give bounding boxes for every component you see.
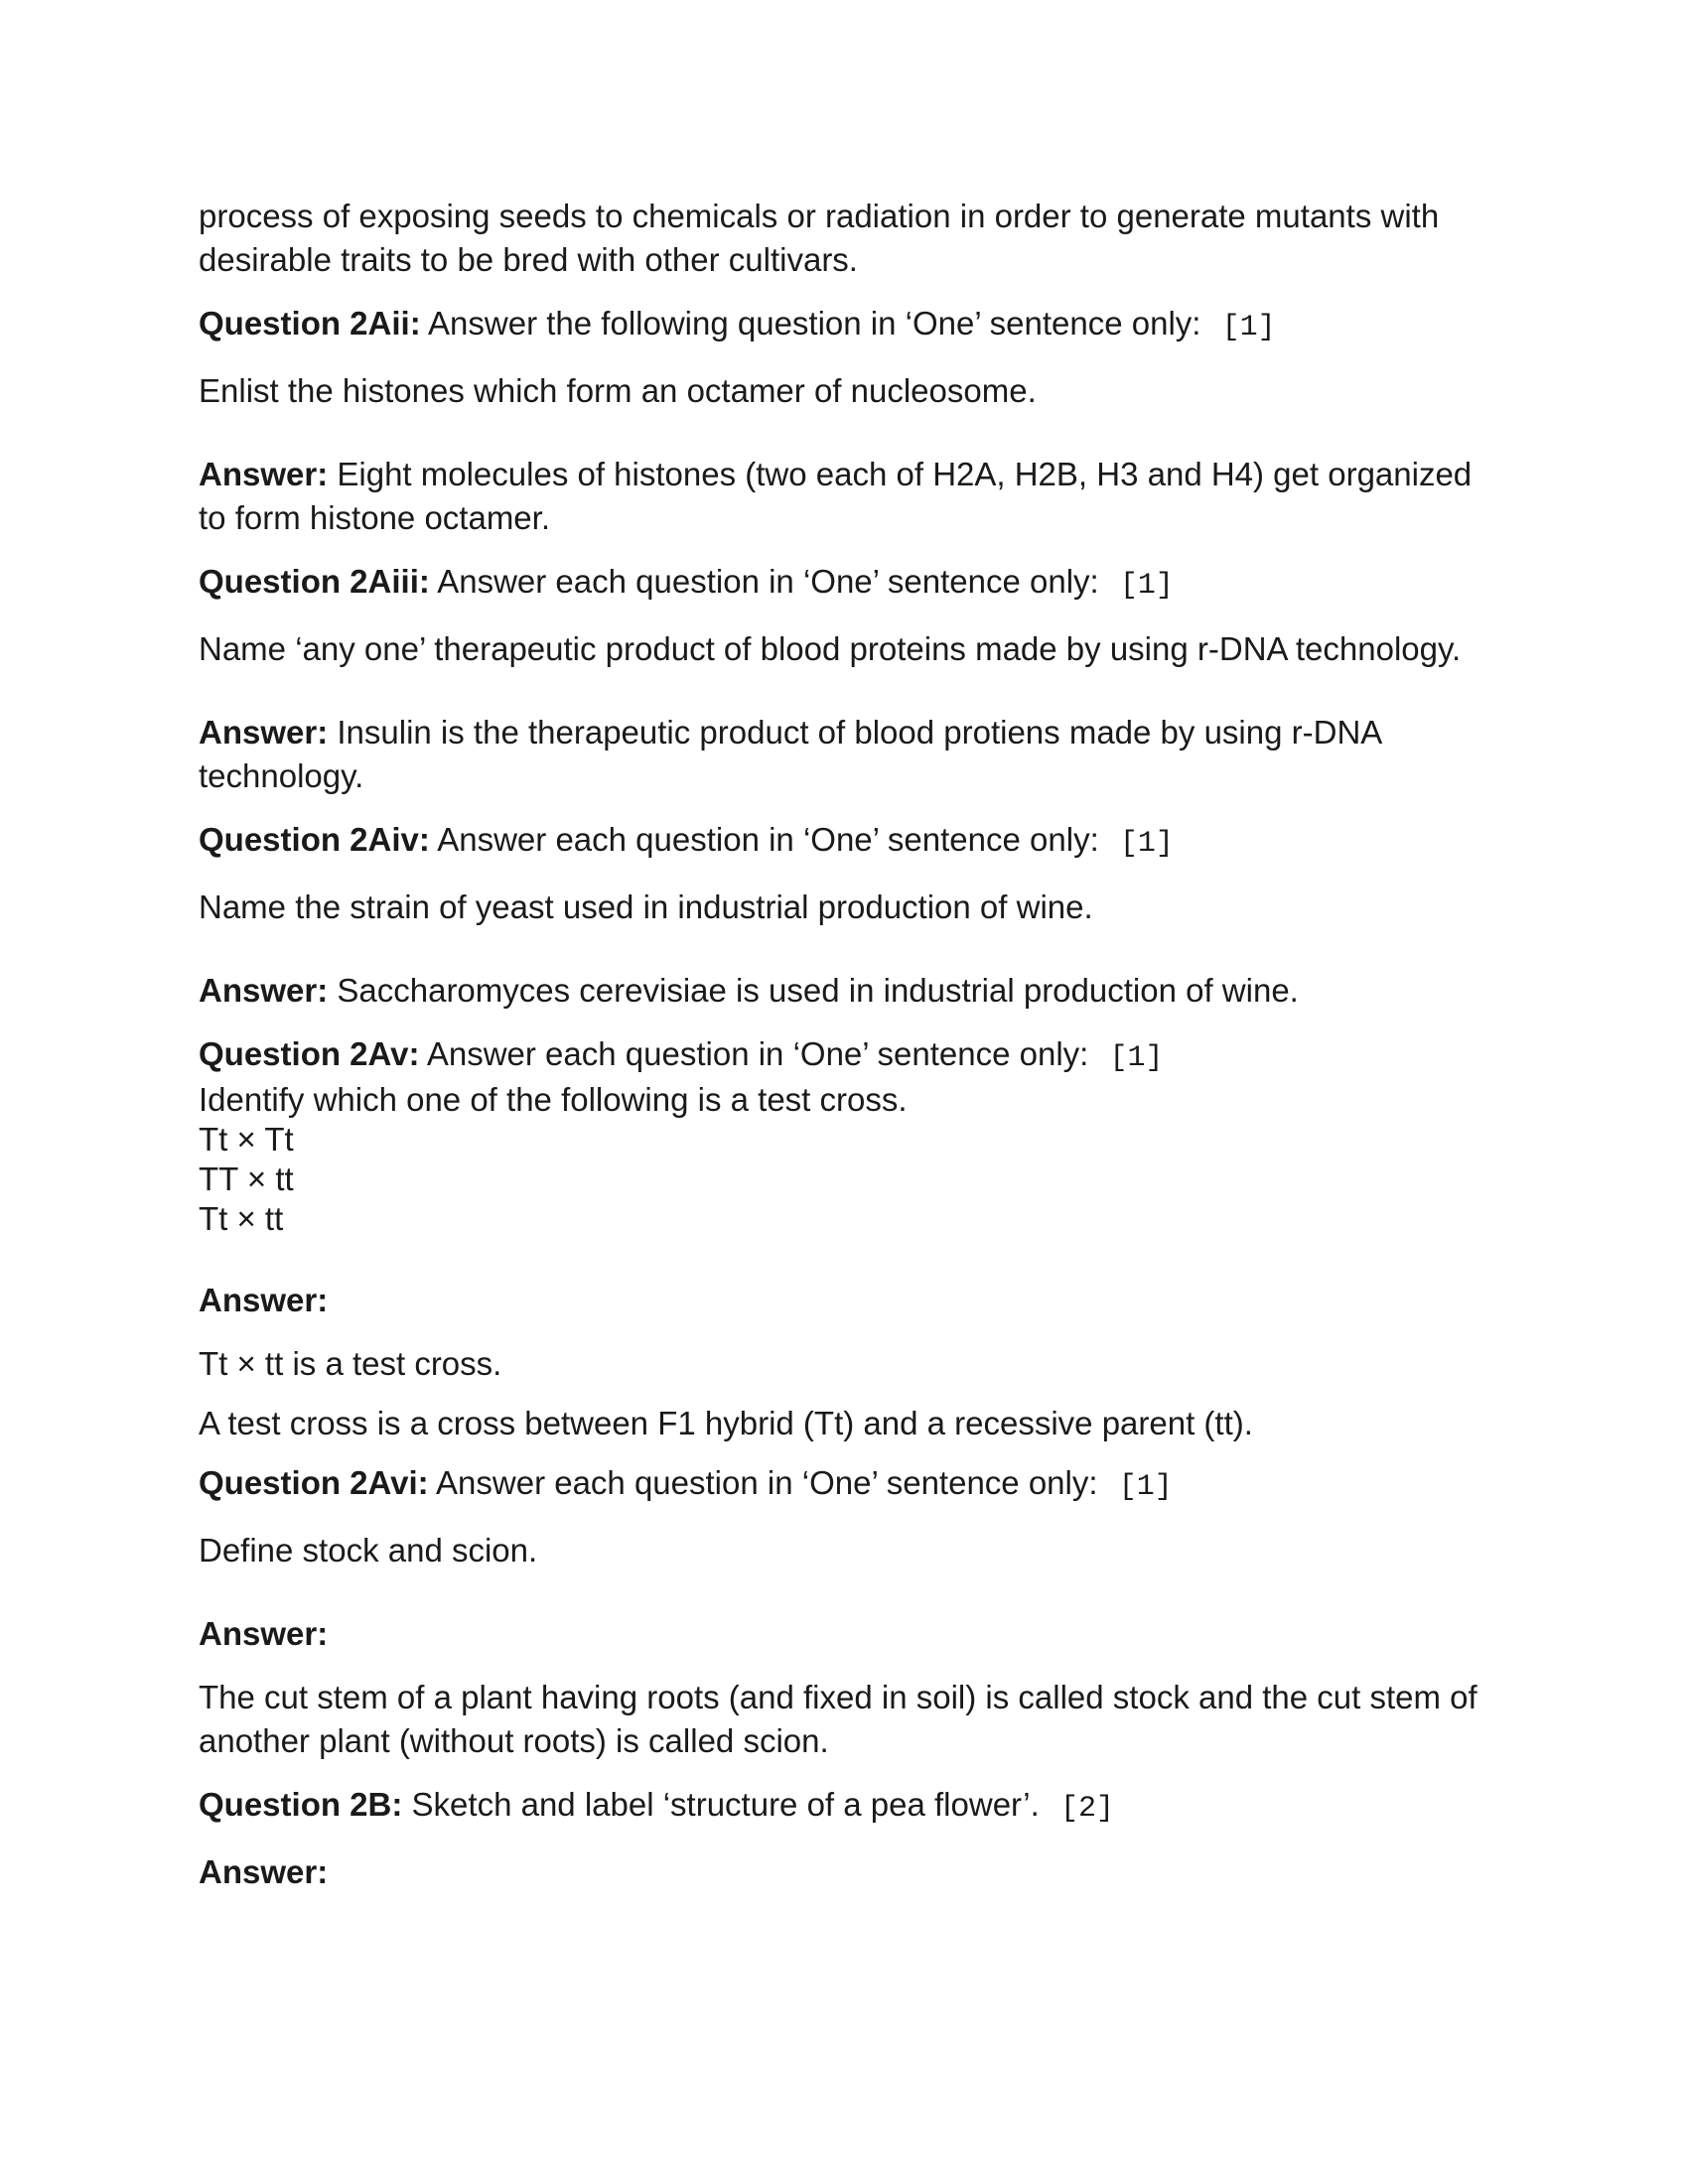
question-2b-heading: [199, 1783, 1489, 1831]
question-2b-label: Question 2B:: [199, 1786, 403, 1823]
question-2aiv-heading: [199, 818, 1489, 866]
question-2aiii-prompt: Answer each question in ‘One’ sentence only:: [437, 563, 1099, 600]
question-2av-prompt: Answer each question in ‘One’ sentence only:: [426, 1035, 1089, 1072]
question-2aiv-text: Name the strain of yeast used in industrial production of wine.: [199, 888, 1093, 925]
question-2aii-prompt: Answer the following question in ‘One’ sentence only:: [428, 305, 1201, 341]
option-1: Tt × Tt: [199, 1121, 294, 1158]
answer-2av-line1: Tt × tt is a test cross.: [199, 1345, 502, 1382]
question-2aiii-text: Name ‘any one’ therapeutic product of blood proteins made by using r-DNA technology.: [199, 630, 1462, 667]
question-2avi-prompt: Answer each question in ‘One’ sentence only:: [436, 1464, 1098, 1501]
question-2avi-text: Define stock and scion.: [199, 1532, 538, 1569]
option-2: TT × tt: [199, 1160, 294, 1197]
answer-label: Answer:: [199, 972, 329, 1009]
answer-label: Answer:: [199, 456, 329, 492]
question-2aiv-prompt: Answer each question in ‘One’ sentence only:: [437, 821, 1099, 858]
question-2aii-marks: [1]: [1221, 311, 1276, 344]
question-2av-text: Identify which one of the following is a test cross.: [199, 1081, 908, 1118]
question-2aii-heading: [199, 302, 1489, 349]
question-2avi-heading: [199, 1461, 1489, 1509]
answer-2aii-text: Eight molecules of histones (two each of H2A, H2B, H3 and H4) get organized to form histone octamer.: [199, 456, 1473, 536]
answer-2av-line2: A test cross is a cross between F1 hybrid (Tt) and a recessive parent (tt).: [199, 1405, 1253, 1441]
document-page: [199, 195, 1489, 1894]
question-2aiii-label: Question 2Aiii:: [199, 563, 430, 600]
answer-label: Answer:: [199, 1282, 329, 1318]
option-3: Tt × tt: [199, 1200, 284, 1237]
answer-2aiii-text: Insulin is the therapeutic product of blood protiens made by using r-DNA technology.: [199, 714, 1381, 794]
question-2aiv-marks: [1]: [1119, 827, 1174, 861]
answer-2avi-text: The cut stem of a plant having roots (and fixed in soil) is called stock and the cut stem of another plant (without roots) is called scion.: [199, 1679, 1477, 1759]
question-2av-heading: [199, 1032, 1489, 1080]
question-2aiii-marks: [1]: [1119, 569, 1174, 603]
question-2aiii-heading: [199, 560, 1489, 608]
answer-label: Answer:: [199, 1615, 329, 1652]
question-2aiv-label: Question 2Aiv:: [199, 821, 430, 858]
question-2b-prompt: Sketch and label ‘structure of a pea flower’.: [411, 1786, 1040, 1823]
question-2avi-label: Question 2Avi:: [199, 1464, 429, 1501]
answer-2aiv: [199, 969, 1489, 1013]
answer-label: Answer:: [199, 714, 329, 751]
answer-2aii: [199, 453, 1489, 540]
question-2av-label: Question 2Av:: [199, 1035, 420, 1072]
question-2aii-label: Question 2Aii:: [199, 305, 421, 341]
question-2b-marks: [2]: [1059, 1792, 1114, 1826]
answer-label: Answer:: [199, 1853, 329, 1890]
answer-2aiv-text: Saccharomyces cerevisiae is used in industrial production of wine.: [337, 972, 1299, 1009]
intro-text: process of exposing seeds to chemicals or radiation in order to generate mutants with desirable traits to be bred with other cultivars.: [199, 198, 1440, 278]
answer-2aiii: [199, 711, 1489, 798]
question-2av-marks: [1]: [1109, 1041, 1164, 1075]
question-2avi-marks: [1]: [1118, 1470, 1173, 1504]
question-2aii-text: Enlist the histones which form an octamer of nucleosome.: [199, 372, 1037, 409]
